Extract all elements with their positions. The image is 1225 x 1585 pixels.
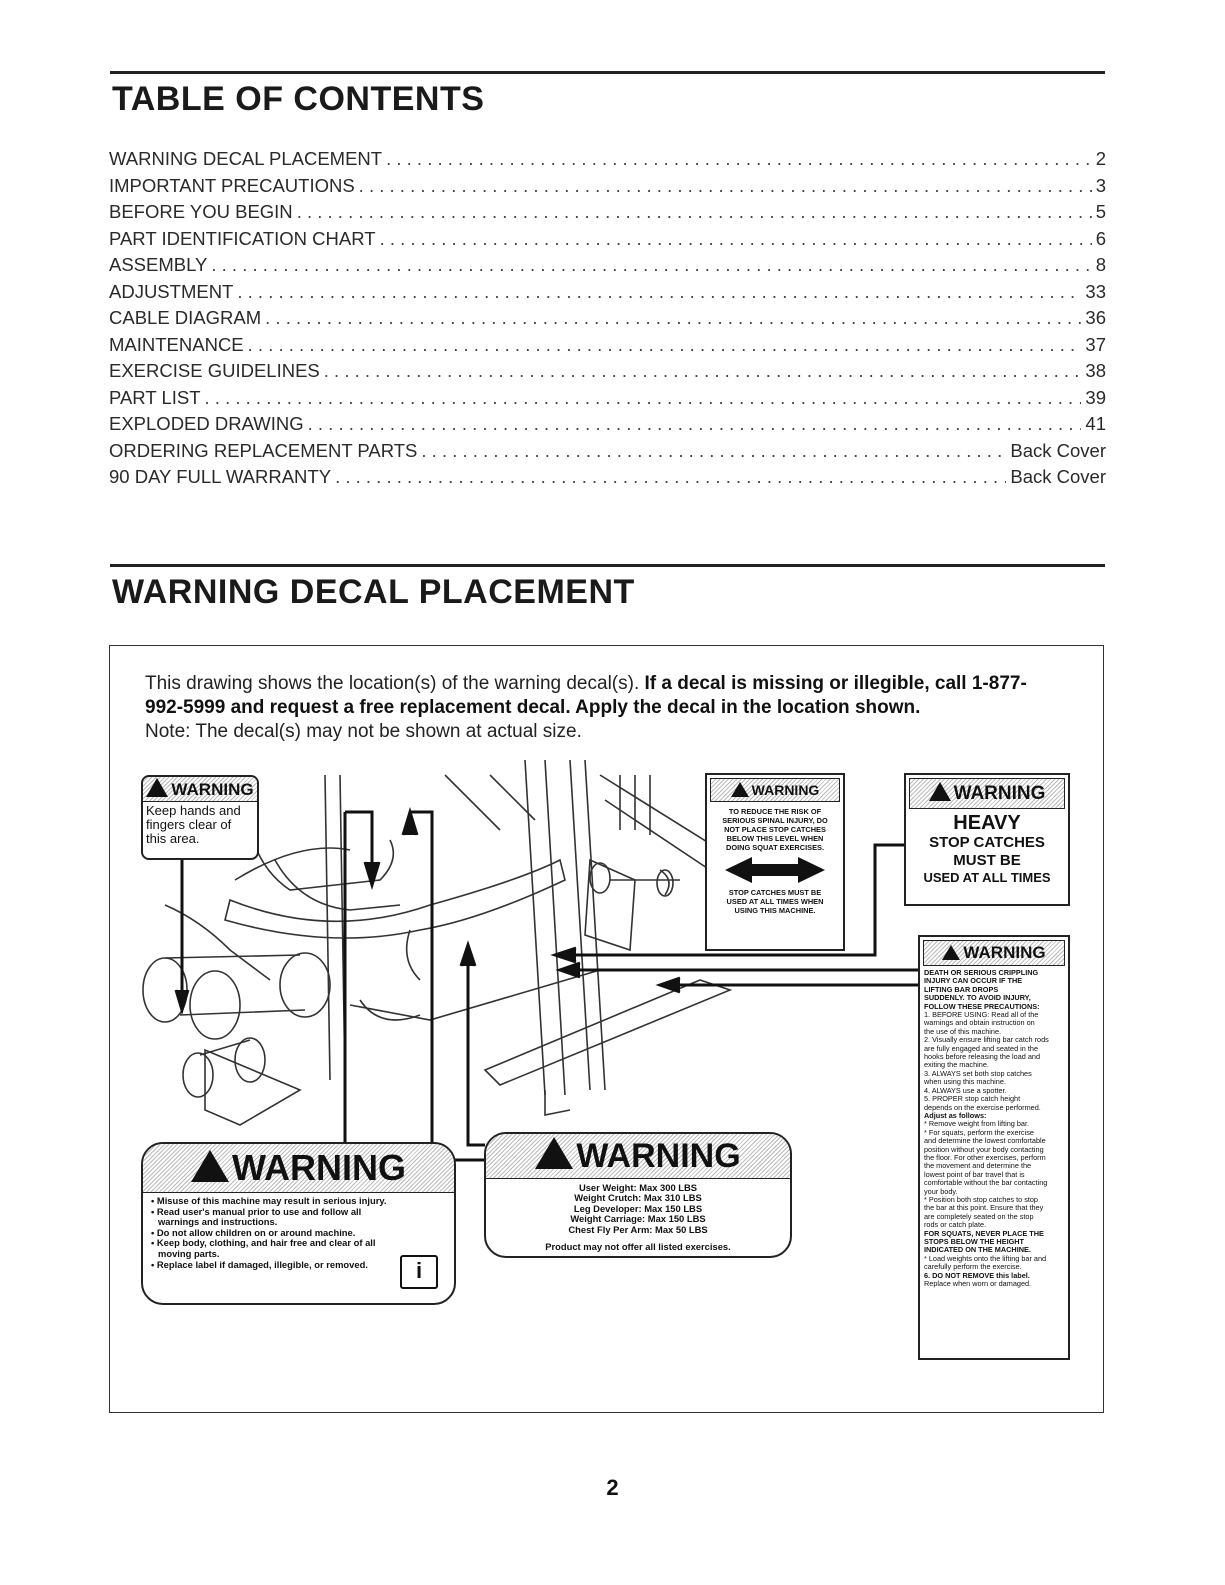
double-arrow-icon: [707, 854, 843, 886]
decal-rods-line: * Position both stop catches to stop: [924, 1194, 1038, 1204]
toc-entry-page: 2: [1095, 148, 1106, 169]
toc-entry: [109, 387, 1106, 414]
decal-rods-header: [923, 940, 1065, 966]
decal-rods-line: FOLLOW THESE PRECAUTIONS:: [924, 1001, 1040, 1011]
decal-spinal-header: [710, 778, 840, 802]
intro-note: Note: The decal(s) may not be shown at actual size.: [145, 721, 582, 742]
decal-weight-line: Chest Fly Per Arm: Max 50 LBS: [568, 1223, 708, 1235]
decal-rods-line: the floor. For other exercises, perform: [924, 1152, 1046, 1162]
toc-leader-dots: [297, 201, 1092, 223]
decal-rods-line: SUDDENLY. TO AVOID INJURY,: [924, 993, 1031, 1003]
warning-triangle-icon: [942, 945, 960, 960]
decal-heavy-line4: USED AT ALL TIMES: [923, 870, 1051, 885]
decal-hands: [141, 775, 259, 860]
decal-hands-header: [143, 777, 257, 802]
toc-entry-page: Back Cover: [1010, 466, 1106, 487]
decal-rods-line: the use of this machine.: [924, 1026, 1002, 1036]
toc-entry-title: ORDERING REPLACEMENT PARTS: [109, 439, 418, 461]
toc-leader-dots: [386, 148, 1092, 170]
decal-main-bullet: • Replace label if damaged, illegible, or removed.: [151, 1258, 368, 1270]
toc-leader-dots: [359, 175, 1092, 197]
decal-rods-line: hooks before releasing the load and: [924, 1052, 1041, 1062]
decal-main-bullet-text: Read user's manual prior to use and follow all warnings and instructions.: [156, 1205, 362, 1228]
decal-rods-line: 1. BEFORE USING: Read all of the: [924, 1010, 1039, 1020]
intro-text: [145, 672, 1045, 744]
decal-main-bullet: • Do not allow children on or around machine.: [151, 1226, 356, 1238]
toc-leader-dots: [324, 360, 1082, 382]
decal-rods-line: INJURY CAN OCCUR IF THE: [924, 976, 1023, 986]
decal-heavy-line1: HEAVY: [953, 812, 1021, 834]
decal-heavy: [904, 773, 1070, 906]
decal-rods-line: the bar at this point. Ensure that they: [924, 1203, 1044, 1213]
warning-triangle-icon: [191, 1150, 229, 1182]
toc-entry: [109, 228, 1106, 255]
decal-rods-line: exiting the machine.: [924, 1060, 989, 1070]
decal-main-bullets: [143, 1193, 409, 1270]
toc-leader-dots: [265, 307, 1081, 329]
toc-entry-page: 39: [1085, 386, 1106, 408]
toc-entry-title: MAINTENANCE: [109, 333, 244, 355]
toc-entry-page: 3: [1095, 174, 1106, 196]
toc-entry-page: 38: [1085, 360, 1106, 381]
decal-weight-footer: Product may not offer all listed exercises.: [545, 1241, 731, 1253]
toc-entry: [109, 201, 1106, 228]
decal-rods-line: are completely seated on the stop: [924, 1211, 1034, 1221]
info-glyph: i: [415, 1258, 423, 1283]
decal-rods-line: your body.: [924, 1186, 958, 1196]
toc-leader-dots: [380, 228, 1092, 250]
toc-entry-page: Back Cover: [1010, 439, 1106, 461]
decal-heavy-line3: MUST BE: [953, 852, 1021, 869]
decal-rods-line: carefully perform the exercise.: [924, 1262, 1022, 1272]
toc-entry-title: EXPLODED DRAWING: [109, 413, 304, 434]
decal-rods-line: LIFTING BAR DROPS: [924, 984, 999, 994]
toc-entry-title: EXERCISE GUIDELINES: [109, 360, 320, 381]
decal-rods-title: WARNING: [963, 943, 1046, 962]
intro-bold: If a decal is missing or illegible, call 1-877-992-5999 and request a free replacement decal. Apply the decal in the location shown.: [145, 673, 1027, 718]
toc-entry: [109, 334, 1106, 361]
decal-rods-line: are fully engaged and seated in the: [924, 1043, 1038, 1053]
toc-entry-page: 37: [1085, 333, 1106, 355]
toc-entry: [109, 254, 1106, 281]
decal-rods-line: INDICATED ON THE MACHINE.: [924, 1245, 1031, 1255]
warning-triangle-icon: [146, 778, 168, 797]
toc-entry: [109, 360, 1106, 387]
decal-rods-lines: [920, 969, 1068, 1288]
decal-rods-line: * Remove weight from lifting bar.: [924, 1119, 1030, 1129]
decal-rods-line: lowest point of bar travel that is: [924, 1169, 1025, 1179]
decal-heavy-header: [909, 778, 1065, 809]
decal-rods-line: comfortable without the bar contacting: [924, 1178, 1048, 1188]
toc-entry-page: 5: [1095, 201, 1106, 222]
decal-rods-line: 6. DO NOT REMOVE this label.: [924, 1270, 1030, 1280]
decal-rods-line: 2. Visually ensure lifting bar catch rods: [924, 1035, 1049, 1045]
toc-top-rule: [110, 71, 1105, 74]
toc-entry: [109, 440, 1106, 467]
toc-entry-title: WARNING DECAL PLACEMENT: [109, 148, 383, 169]
decal-main: [141, 1142, 456, 1305]
decal-rods-line: position without your body contacting: [924, 1144, 1044, 1154]
decal-rods-line: * Load weights onto the lifting bar and: [924, 1253, 1047, 1263]
decal-weight-title: WARNING: [576, 1137, 741, 1175]
toc-heading: TABLE OF CONTENTS: [112, 80, 485, 118]
toc-entry: [109, 148, 1106, 175]
decal-rods-line: 5. PROPER stop catch height: [924, 1094, 1021, 1104]
decal-weight-line: Leg Developer: Max 150 LBS: [573, 1202, 703, 1214]
toc-leader-dots: [205, 387, 1082, 409]
decal-main-bullet-text: Do not allow children on or around machine.: [156, 1226, 356, 1238]
toc-leader-dots: [308, 413, 1082, 435]
decal-rods-line: * For squats, perform the exercise: [924, 1127, 1034, 1137]
info-book-icon: [400, 1255, 438, 1289]
toc-entry: [109, 413, 1106, 440]
decal-rods-line: depends on the exercise performed.: [924, 1102, 1041, 1112]
toc-leader-dots: [237, 281, 1081, 303]
decal-main-header: [143, 1144, 454, 1193]
decal-weight-header: [486, 1134, 790, 1179]
decal-spinal-bottom: STOP CATCHES MUST BE USED AT ALL TIMES WHEN USING THIS MACHINE.: [726, 888, 824, 915]
decal-rods-line: STOPS BELOW THE HEIGHT: [924, 1237, 1025, 1246]
decal-heavy-title: WARNING: [953, 783, 1046, 804]
decal-main-bullet-text: Misuse of this machine may result in serious injury.: [156, 1195, 387, 1206]
toc-entry-title: BEFORE YOU BEGIN: [109, 201, 293, 222]
toc-entry: [109, 307, 1106, 334]
toc-entry: [109, 281, 1106, 308]
page-number: 2: [606, 1475, 619, 1500]
decal-main-bullet: • Misuse of this machine may result in serious injury.: [151, 1195, 387, 1206]
decal-weight-lines: [486, 1179, 790, 1235]
decal-rods-line: warnings and obtain instruction on: [924, 1018, 1035, 1028]
decal-weight-line: Weight Crutch: Max 310 LBS: [574, 1192, 702, 1204]
toc-entry-title: ADJUSTMENT: [109, 280, 234, 302]
toc-entry-title: PART LIST: [109, 386, 201, 408]
toc-entry-page: 41: [1085, 413, 1106, 434]
toc-entry-title: PART IDENTIFICATION CHART: [109, 227, 376, 249]
decal-main-title: WARNING: [232, 1147, 406, 1188]
decal-rods-line: 4. ALWAYS use a spotter.: [924, 1085, 1007, 1095]
section-heading: WARNING DECAL PLACEMENT: [112, 573, 635, 611]
toc-leader-dots: [421, 440, 1006, 462]
decal-main-bullet: • Read user's manual prior to use and follow all warnings and instructions.: [151, 1205, 362, 1228]
toc-leader-dots: [335, 466, 1006, 488]
warning-triangle-icon: [929, 782, 951, 801]
decal-weight-line: User Weight: Max 300 LBS: [578, 1182, 698, 1193]
decal-rods-line: the movement and determine the: [924, 1161, 1032, 1171]
toc-entry-title: IMPORTANT PRECAUTIONS: [109, 174, 355, 196]
decal-hands-title: WARNING: [171, 780, 254, 799]
toc-entry-title: ASSEMBLY: [109, 254, 208, 275]
decal-heavy-body: [906, 812, 1068, 886]
decal-main-bullet-text: Replace label if damaged, illegible, or removed.: [156, 1258, 368, 1270]
decal-spinal-top: TO REDUCE THE RISK OF SERIOUS SPINAL INJURY, DO NOT PLACE STOP CATCHES BELOW THIS LEVEL WHEN DOING SQUAT EXERCISES.: [722, 807, 828, 852]
decal-weight-line: Weight Carriage: Max 150 LBS: [570, 1213, 706, 1225]
decal-hands-text: Keep hands and fingers clear of this area.: [146, 803, 241, 846]
decal-spinal: [705, 773, 845, 951]
toc-leader-dots: [211, 254, 1091, 276]
toc-entry-page: 33: [1085, 280, 1106, 302]
toc-entry-title: CABLE DIAGRAM: [109, 307, 262, 328]
decal-rods-line: and determine the lowest comfortable: [924, 1136, 1046, 1146]
decal-rods-line: Adjust as follows:: [924, 1110, 987, 1120]
decal-rods-line: FOR SQUATS, NEVER PLACE THE: [924, 1228, 1044, 1238]
section-top-rule: [110, 564, 1105, 567]
toc-list: [109, 148, 1106, 493]
toc-leader-dots: [248, 334, 1082, 356]
toc-entry: [109, 175, 1106, 202]
decal-rods-line: when using this machine.: [924, 1077, 1006, 1087]
toc-entry-page: 8: [1095, 254, 1106, 275]
decal-rods-line: Replace when worn or damaged.: [924, 1279, 1032, 1289]
decal-rods-line: 3. ALWAYS set both stop catches: [924, 1068, 1032, 1078]
toc-entry: [109, 466, 1106, 493]
toc-entry-title: 90 DAY FULL WARRANTY: [109, 466, 332, 487]
decal-spinal-title: WARNING: [751, 782, 820, 798]
decal-main-bullet-text: Keep body, clothing, and hair free and clear of all moving parts.: [156, 1237, 376, 1259]
decal-main-bullet: • Keep body, clothing, and hair free and clear of all moving parts.: [151, 1237, 376, 1259]
decal-rods: [918, 935, 1070, 1360]
decal-rods-line: DEATH OR SERIOUS CRIPPLING: [924, 968, 1039, 977]
warning-triangle-icon: [731, 782, 749, 797]
warning-triangle-icon: [535, 1137, 573, 1169]
decal-rods-line: rods or catch plate.: [924, 1220, 987, 1230]
toc-entry-page: 36: [1085, 307, 1106, 328]
toc-entry-page: 6: [1095, 227, 1106, 249]
decal-heavy-line2: STOP CATCHES: [929, 834, 1045, 851]
intro-plain: This drawing shows the location(s) of the warning decal(s).: [145, 673, 645, 694]
decal-weight: [484, 1132, 792, 1258]
